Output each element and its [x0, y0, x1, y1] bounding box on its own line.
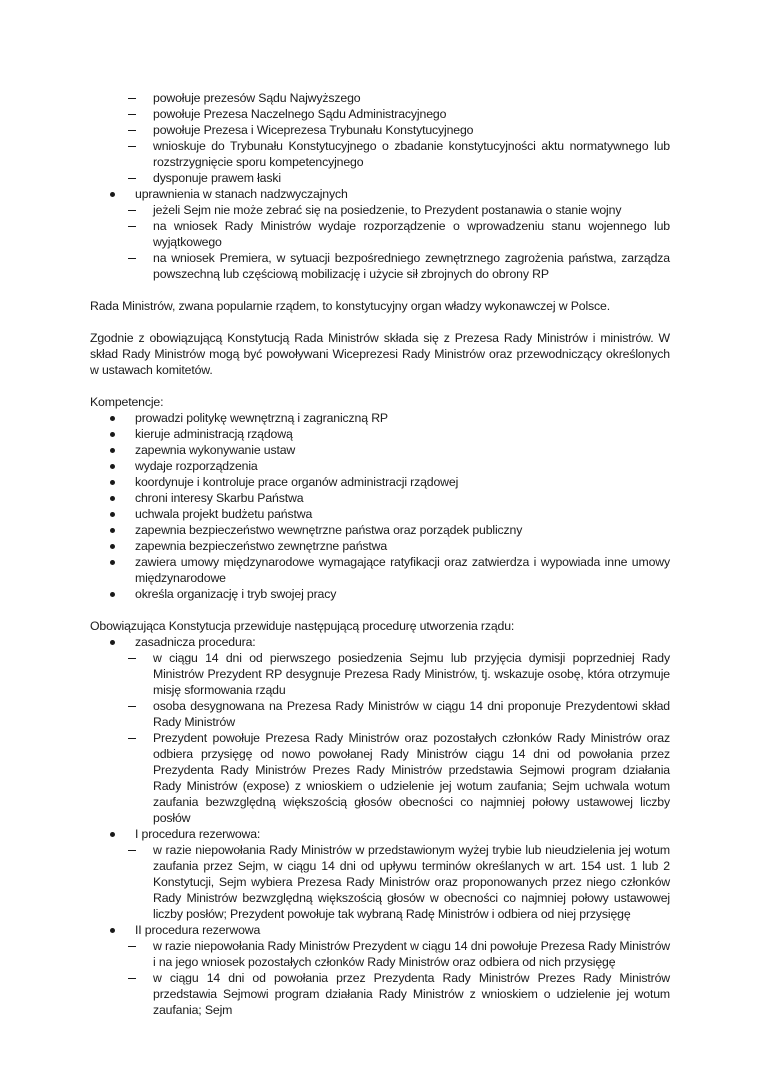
list-item: wydaje rozporządzenia	[135, 459, 258, 473]
list-item: na wniosek Rady Ministrów wydaje rozporządzenie o wprowadzeniu stanu wojennego lub wyjątkowego	[153, 219, 670, 249]
procedure-steps	[135, 650, 670, 826]
list-item: osoba desygnowana na Prezesa Rady Ministrów w ciągu 14 dni proponuje Prezydentowi skład Rady Ministrów	[153, 699, 670, 729]
competences-heading: Kompetencje:	[90, 395, 164, 409]
list-item: określa organizację i tryb swojej pracy	[135, 587, 337, 601]
council-composition-paragraph: Zgodnie z obowiązującą Konstytucją Rada Ministrów składa się z Prezesa Rady Ministrów i ministrów. W skład Rady Ministrów mogą być powoływani Wiceprezesi Rady Ministrów oraz przewodniczący określonych w ustawach komitetów.	[90, 331, 670, 377]
formation-procedures-list	[90, 634, 670, 1018]
list-item: w razie niepowołania Rady Ministrów Prezydent w ciągu 14 dni powołuje Prezesa Rady Ministrów i na jego wniosek pozostałych członków Rady Ministrów oraz odbiera od nich przysięgę	[153, 939, 670, 969]
list-item: zapewnia wykonywanie ustaw	[135, 443, 296, 457]
list-item: Prezydent powołuje Prezesa Rady Ministrów oraz pozostałych członków Rady Ministrów oraz odbiera przysięgę od nowo powołanej Rady Ministrów ciągu 14 dni od powołania przez Prezydenta Rady Ministrów Prezes Rady Ministrów przedstawia Sejmowi program działania Rady Ministrów (expose) z wnioskiem o udzielenie jej wotum zaufania; Sejm uchwala wotum zaufania bezwzględną większością głosów obecności co najmniej połowy ustawowej liczby posłów	[153, 731, 670, 825]
list-item: kieruje administracją rządową	[135, 427, 293, 441]
list-item: zapewnia bezpieczeństwo wewnętrzne państwa oraz porządek publiczny	[135, 523, 523, 537]
council-intro-paragraph: Rada Ministrów, zwana popularnie rządem, to konstytucyjny organ władzy wykonawczej w Polsce.	[90, 299, 610, 313]
competences-list	[90, 410, 670, 602]
list-item: chroni interesy Skarbu Państwa	[135, 491, 304, 505]
list-item: uchwala projekt budżetu państwa	[135, 507, 313, 521]
document-page	[90, 90, 670, 1018]
list-item: zapewnia bezpieczeństwo zewnętrzne państwa	[135, 539, 388, 553]
list-item: koordynuje i kontroluje prace organów administracji rządowej	[135, 475, 459, 489]
list-item: powołuje prezesów Sądu Najwyższego	[153, 91, 361, 105]
list-item: powołuje Prezesa Naczelnego Sądu Administracyjnego	[153, 107, 447, 121]
list-item: prowadzi politykę wewnętrzną i zagraniczną RP	[135, 411, 388, 425]
procedure-steps	[135, 938, 670, 1018]
list-item: dysponuje prawem łaski	[153, 171, 281, 185]
list-item: w ciągu 14 dni od powołania przez Prezydenta Rady Ministrów Prezes Rady Ministrów przedstawia Sejmowi program działania Rady Ministrów z wnioskiem o udzielenie jej wotum zaufania; Sejm	[153, 971, 670, 1017]
procedure-item: II procedura rezerwowa w razie niepowołania Rady Ministrów Prezydent w ciągu 14 dni powołuje Prezesa Rady Ministrów i na jego wniosek pozostałych członków Rady Ministrów oraz odbiera od nich przysięgę w ciągu 14 dni od powołania przez Prezydenta Rady Ministrów Prezes Rady Ministrów przedstawia Sejmowi program działania Rady Ministrów z wnioskiem o udzielenie jej wotum zaufania; Sejm	[135, 923, 670, 1017]
list-item: wnioskuje do Trybunału Konstytucyjnego o zbadanie konstytucyjności aktu normatywnego lub rozstrzygnięcie sporu kompetencyjnego	[153, 139, 670, 169]
list-item: jeżeli Sejm nie może zebrać się na posiedzenie, to Prezydent postanawia o stanie wojny	[153, 203, 622, 217]
emergency-sublist	[135, 202, 670, 282]
list-item: w razie niepowołania Rady Ministrów w przedstawionym wyżej trybie lub nieudzielenia jej wotum zaufania przez Sejm, w ciągu 14 dni od upływu terminów określanych w art. 154 ust. 1 lub 2 Konstytucji, Sejm wybiera Prezesa Rady Ministrów oraz proponowanych przez niego członków Rady Ministrów bezwzględną większością głosów w obecności co najmniej połowy ustawowej liczby posłów; Prezydent powołuje tak wybraną Radę Ministrów i odbiera od niej przysięgę	[153, 843, 670, 921]
formation-intro-paragraph: Obowiązująca Konstytucja przewiduje następującą procedurę utworzenia rządu:	[90, 619, 515, 633]
procedure-item: I procedura rezerwowa: w razie niepowołania Rady Ministrów w przedstawionym wyżej trybie lub nieudzielenia jej wotum zaufania przez Sejm, w ciągu 14 dni od upływu terminów określanych w art. 154 ust. 1 lub 2 Konstytucji, Sejm wybiera Prezesa Rady Ministrów oraz proponowanych przez niego członków Rady Ministrów bezwzględną większością głosów w obecności co najmniej połowy ustawowej liczby posłów; Prezydent powołuje tak wybraną Radę Ministrów i odbiera od niej przysięgę	[135, 827, 670, 921]
list-item: powołuje Prezesa i Wiceprezesa Trybunału Konstytucyjnego	[153, 123, 474, 137]
procedure-steps	[135, 842, 670, 922]
list-item: zawiera umowy międzynarodowe wymagające ratyfikacji oraz zatwierdza i wypowiada inne umowy międzynarodowe	[135, 555, 670, 585]
procedure-item: zasadnicza procedura: w ciągu 14 dni od pierwszego posiedzenia Sejmu lub przyjęcia dymisji poprzedniej Rady Ministrów Prezydent RP desygnuje Prezesa Rady Ministrów, tj. wskazuje osobę, która otrzymuje misję sformowania rządu osoba desygnowana na Prezesa Rady Ministrów w ciągu 14 dni proponuje Prezydentowi skład Rady Ministrów Prezydent powołuje Prezesa Rady Ministrów oraz pozostałych członków Rady Ministrów oraz odbiera przysięgę od nowo powołanej Rady Ministrów ciągu 14 dni od powołania przez Prezydenta Rady Ministrów Prezes Rady Ministrów przedstawia Sejmowi program działania Rady Ministrów (expose) z wnioskiem o udzielenie jej wotum zaufania; Sejm uchwala wotum zaufania bezwzględną większością głosów obecności co najmniej połowy ustawowej liczby posłów	[135, 635, 670, 825]
president-emergency-list	[90, 186, 670, 282]
list-item: w ciągu 14 dni od pierwszego posiedzenia Sejmu lub przyjęcia dymisji poprzedniej Rady Ministrów Prezydent RP desygnuje Prezesa Rady Ministrów, tj. wskazuje osobę, która otrzymuje misję sformowania rządu	[153, 651, 670, 697]
list-item: na wniosek Premiera, w sytuacji bezpośredniego zewnętrznego zagrożenia państwa, zarządza powszechną lub częściową mobilizację i użycie sił zbrojnych do obrony RP	[153, 251, 670, 281]
president-judiciary-list	[90, 90, 670, 186]
list-item: uprawnienia w stanach nadzwyczajnych jeżeli Sejm nie może zebrać się na posiedzenie, to Prezydent postanawia o stanie wojny na wniosek Rady Ministrów wydaje rozporządzenie o wprowadzeniu stanu wojennego lub wyjątkowego na wniosek Premiera, w sytuacji bezpośredniego zewnętrznego zagrożenia państwa, zarządza powszechną lub częściową mobilizację i użycie sił zbrojnych do obrony RP	[135, 187, 670, 281]
